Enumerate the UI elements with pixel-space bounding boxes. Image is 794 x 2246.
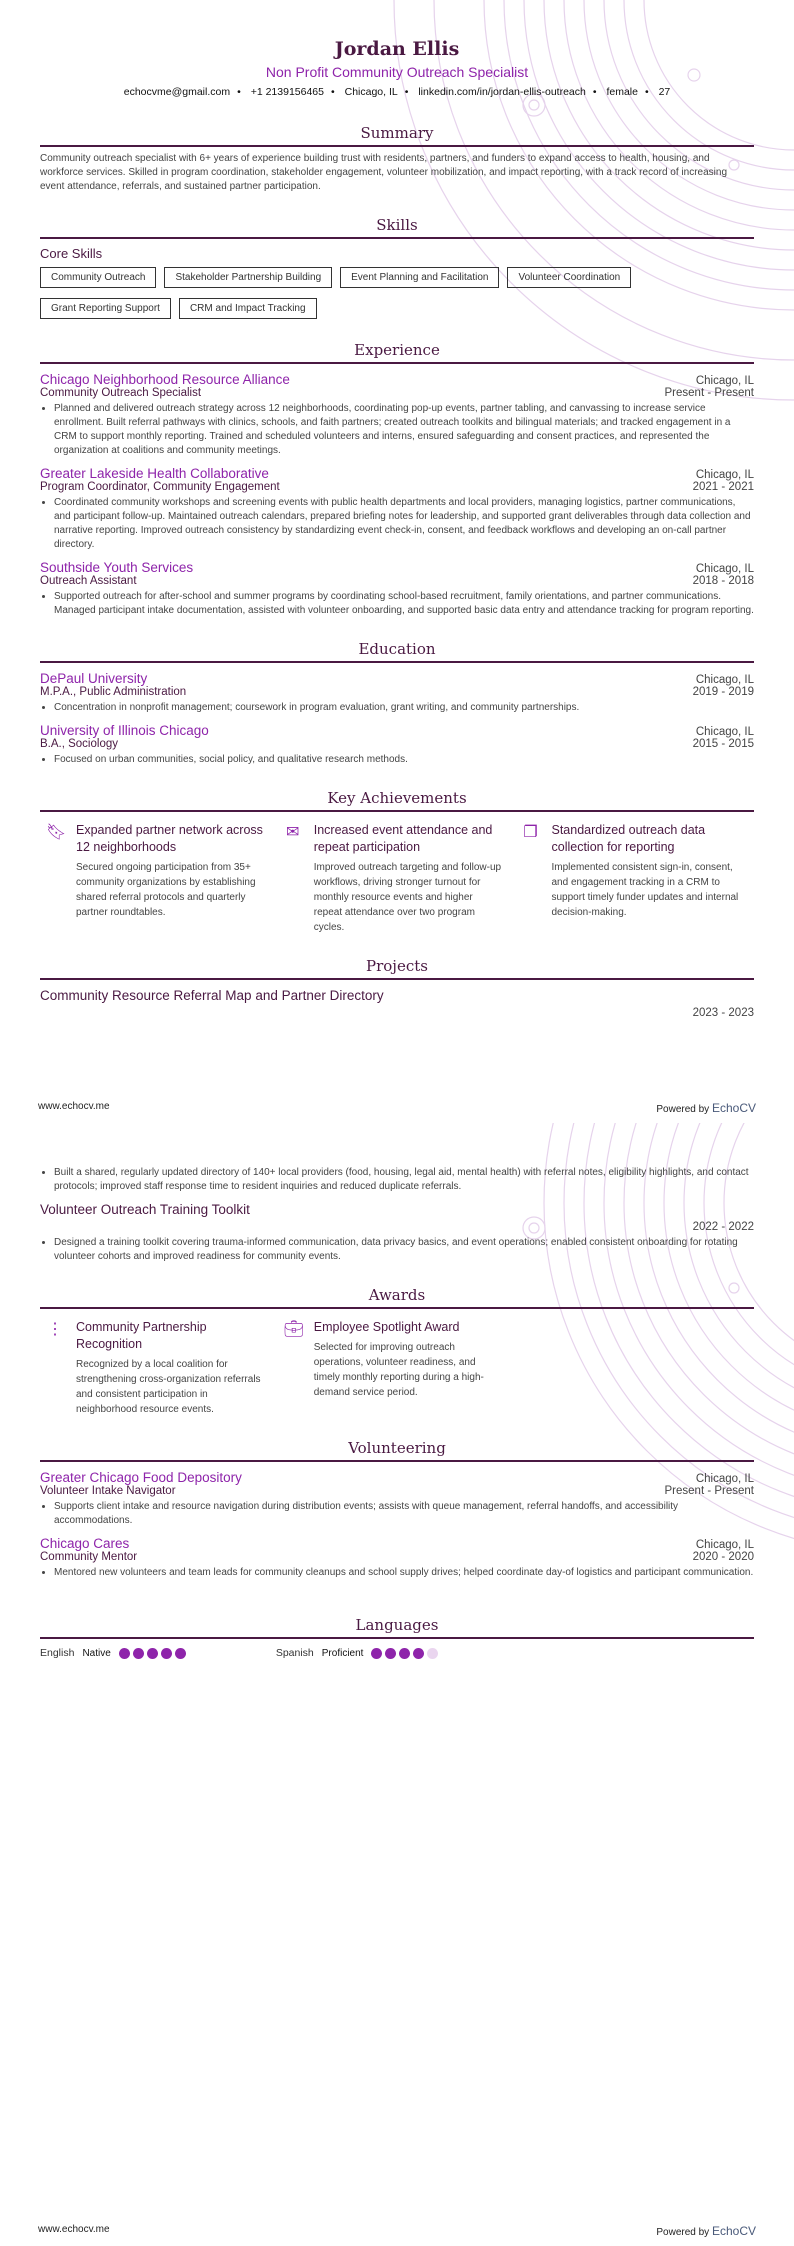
organization: Chicago Neighborhood Resource Alliance (40, 372, 290, 387)
achievements-heading: Key Achievements (40, 789, 754, 812)
location: Chicago, IL (344, 86, 398, 98)
project-bullet: • Built a shared, regularly updated directory of 140+ local providers (food, housing, legal aid, mental health) with referral notes, eligibility highlights, and contact protocols; improved staff response time to resident inquiries and reduced duplicate referrals. (54, 1166, 754, 1194)
powered-by-label: Powered by (656, 1104, 710, 1115)
volunteering-entry (40, 1528, 754, 1580)
skill-tag: CRM and Impact Tracking (179, 298, 317, 319)
rating-dot (161, 1648, 172, 1659)
education-entry (40, 715, 754, 767)
entry-dates: Present - Present (664, 1485, 754, 1497)
skills-group-title: Core Skills (40, 246, 103, 261)
projects-heading: Projects (40, 957, 754, 980)
envelope-open-icon: ✉ (286, 824, 300, 841)
project-title: Community Resource Referral Map and Partner Directory (40, 988, 384, 1003)
entry-bullet: • Coordinated community workshops and screening events with public health departments and local providers, managing logistics, partner communications, and participant follow-up. Maintained outreach calendars, prepared briefing notes for leadership, and supported grant deliverables through data collection and narrative reporting. Improved outreach consistency by standardizing event check-in, consent, and feedback workflows and developing an on-call partner directory. (54, 496, 754, 552)
candidate-title: Non Profit Community Outreach Specialist (265, 64, 529, 80)
entry-dates: 2019 - 2019 (692, 686, 754, 698)
organization: DePaul University (40, 671, 148, 686)
gender: female (606, 86, 638, 98)
linkedin-link[interactable]: linkedin.com/in/jordan-ellis-outreach (418, 86, 586, 98)
entry-dates: 2020 - 2020 (692, 1551, 754, 1563)
skill-tag: Grant Reporting Support (40, 298, 171, 319)
entry-role: Outreach Assistant (40, 575, 137, 587)
entry-role: B.A., Sociology (40, 738, 118, 750)
contact-line: echocvme@gmail.com • +1 2139156465 • Chicago, IL • linkedin.com/in/jordan-ellis-outreach • female • 27 (123, 86, 671, 98)
language-level: Native (82, 1647, 111, 1659)
entry-dates: 2018 - 2018 (692, 575, 754, 587)
card-title: Increased event attendance and repeat participation (313, 823, 493, 854)
entry-bullet: • Planned and delivered outreach strategy across 12 neighborhoods, coordinating pop-up events, partner tabling, and canvassing to increase service enrollment. Built referral pathways with clinics, schools, and faith partners; created outreach toolkits and bilingual materials; and tracked engagement in a CRM to support monthly reporting. Trained and scheduled volunteers and interns, ensured safeguarding and consent practices, and represented the organization at coalitions and community meetings. (54, 402, 754, 458)
rating-dot (119, 1648, 130, 1659)
language-name: English (40, 1647, 75, 1659)
rating-dot (147, 1648, 158, 1659)
entry-location: Chicago, IL (695, 1473, 754, 1485)
achievements-card (516, 822, 754, 935)
project-dates: 2023 - 2023 (692, 1007, 754, 1019)
entry-bullet: • Focused on urban communities, social policy, and qualitative research methods. (54, 753, 754, 767)
card-description: Implemented consistent sign-in, consent, and engagement tracking in a CRM to support timely funder updates and internal decision-making. (551, 862, 739, 918)
achievements-card (40, 822, 278, 935)
summary-heading: Summary (40, 124, 754, 147)
entry-location: Chicago, IL (695, 674, 754, 686)
rating-dot (133, 1648, 144, 1659)
entry-bullet: • Concentration in nonprofit management; coursework in program evaluation, grant writing, and community partnerships. (54, 701, 754, 715)
organization: Southside Youth Services (40, 560, 194, 575)
organization: Greater Chicago Food Depository (40, 1470, 242, 1485)
entry-location: Chicago, IL (695, 563, 754, 575)
education-entry (40, 663, 754, 715)
language-rating (119, 1648, 186, 1659)
awards-heading: Awards (40, 1286, 754, 1309)
card-title: Expanded partner network across 12 neighborhoods (76, 823, 263, 854)
documents-icon: ❐ (523, 824, 538, 841)
experience-entry (40, 552, 754, 618)
volunteering-entry (40, 1462, 754, 1528)
language-item (276, 1647, 439, 1659)
footer-site-link[interactable]: www.echocv.me (38, 1101, 110, 1112)
entry-bullet: • Supported outreach for after-school and summer programs by coordinating school-based recruitment, family orientations, and partner communications. Managed participant intake documentation, assisted with volunteer onboarding, and supported basic data entry and attendance tracking for program reporting. (54, 590, 754, 618)
language-item (40, 1647, 186, 1659)
card-title: Community Partnership Recognition (76, 1320, 207, 1351)
skill-tag: Volunteer Coordination (507, 267, 631, 288)
project-dates: 2022 - 2022 (692, 1221, 754, 1233)
entry-role: Community Outreach Specialist (40, 387, 202, 399)
skill-tag: Community Outreach (40, 267, 156, 288)
experience-entry (40, 364, 754, 458)
rating-dot (399, 1648, 410, 1659)
skill-tag: Event Planning and Facilitation (340, 267, 499, 288)
entry-role: Community Mentor (40, 1551, 138, 1563)
card-title: Employee Spotlight Award (313, 1320, 460, 1334)
language-rating (371, 1648, 438, 1659)
entry-location: Chicago, IL (695, 726, 754, 738)
rating-dot (413, 1648, 424, 1659)
footer-site-link[interactable]: www.echocv.me (38, 2224, 110, 2235)
entry-dates: 2021 - 2021 (692, 481, 754, 493)
card-description: Selected for improving outreach operations, volunteer readiness, and timely monthly reporting during a high-demand service period. (313, 1342, 484, 1398)
summary-text: Community outreach specialist with 6+ years of experience building trust with residents, partners, and funders to expand access to health, housing, and workforce services. Skilled in program coordination, stakeholder engagement, volunteer mobilization, and impact reporting, with a track record of increasing event attendance, referrals, and sustained partner participation. (40, 153, 728, 192)
education-heading: Education (40, 640, 754, 663)
rating-dot (371, 1648, 382, 1659)
candidate-name: Jordan Ellis (334, 38, 460, 60)
language-name: Spanish (275, 1647, 314, 1659)
skills-list (40, 267, 754, 319)
rating-dot (427, 1648, 438, 1659)
entry-bullet: • Mentored new volunteers and team leads for community cleanups and school supply drives; helped coordinate day-of logistics and participant communication. (54, 1566, 754, 1580)
card-description: Secured ongoing participation from 35+ community organizations by establishing shared referral protocols and quarterly partner roundtables. (76, 862, 256, 918)
entry-location: Chicago, IL (695, 469, 754, 481)
briefcase-icon: 💼︎ (283, 1321, 305, 1338)
brand-logo[interactable]: EchoCV (711, 1101, 756, 1115)
powered-by-label: Powered by (656, 2227, 710, 2238)
entry-bullet: • Supports client intake and resource navigation during distribution events; assists with queue management, referral handoffs, and accessibility accommodations. (54, 1500, 754, 1528)
rating-dot (175, 1648, 186, 1659)
card-description: Improved outreach targeting and follow-up workflows, driving stronger turnout for monthly resource events and higher repeat attendance over two program cycles. (313, 862, 502, 933)
resume-page-2 (0, 1123, 794, 2246)
ellipsis-vertical-icon: ⋮ (47, 1321, 63, 1338)
entry-location: Chicago, IL (695, 1539, 754, 1551)
skills-heading: Skills (40, 216, 754, 239)
project-bullet: • Designed a training toolkit covering trauma-informed communication, data privacy basics, and event operations; enabled consistent onboarding for rotating volunteer cohorts and improved readiness for community events. (54, 1236, 754, 1264)
language-level: Proficient (321, 1647, 364, 1659)
skill-tag: Stakeholder Partnership Building (164, 267, 332, 288)
entry-role: Program Coordinator, Community Engagement (40, 481, 280, 493)
rating-dot (385, 1648, 396, 1659)
achievements-card (278, 822, 516, 935)
volunteering-heading: Volunteering (40, 1439, 754, 1462)
project-title: Volunteer Outreach Training Toolkit (40, 1202, 250, 1217)
awards-card (40, 1319, 278, 1417)
entry-role: Volunteer Intake Navigator (40, 1485, 176, 1497)
entry-role: M.P.A., Public Administration (40, 686, 187, 698)
awards-card (278, 1319, 516, 1417)
experience-entry (40, 458, 754, 552)
languages-heading: Languages (40, 1616, 754, 1639)
bookmark-icon: 🔖︎ (46, 824, 67, 841)
entry-dates: Present - Present (664, 387, 754, 399)
phone: +1 2139156465 (250, 86, 324, 98)
organization: Greater Lakeside Health Collaborative (40, 466, 269, 481)
brand-logo[interactable]: EchoCV (711, 2224, 756, 2238)
organization: Chicago Cares (40, 1536, 130, 1551)
page-footer (38, 2224, 756, 2238)
email[interactable]: echocvme@gmail.com (123, 86, 231, 98)
card-title: Standardized outreach data collection for reporting (551, 823, 706, 854)
page-footer (38, 1101, 756, 1115)
age: 27 (658, 86, 671, 98)
entry-location: Chicago, IL (695, 375, 754, 387)
card-description: Recognized by a local coalition for strengthening cross-organization referrals and consistent participation in neighborhood resource events. (76, 1359, 261, 1415)
entry-dates: 2015 - 2015 (692, 738, 754, 750)
organization: University of Illinois Chicago (40, 723, 209, 738)
experience-heading: Experience (40, 341, 754, 364)
